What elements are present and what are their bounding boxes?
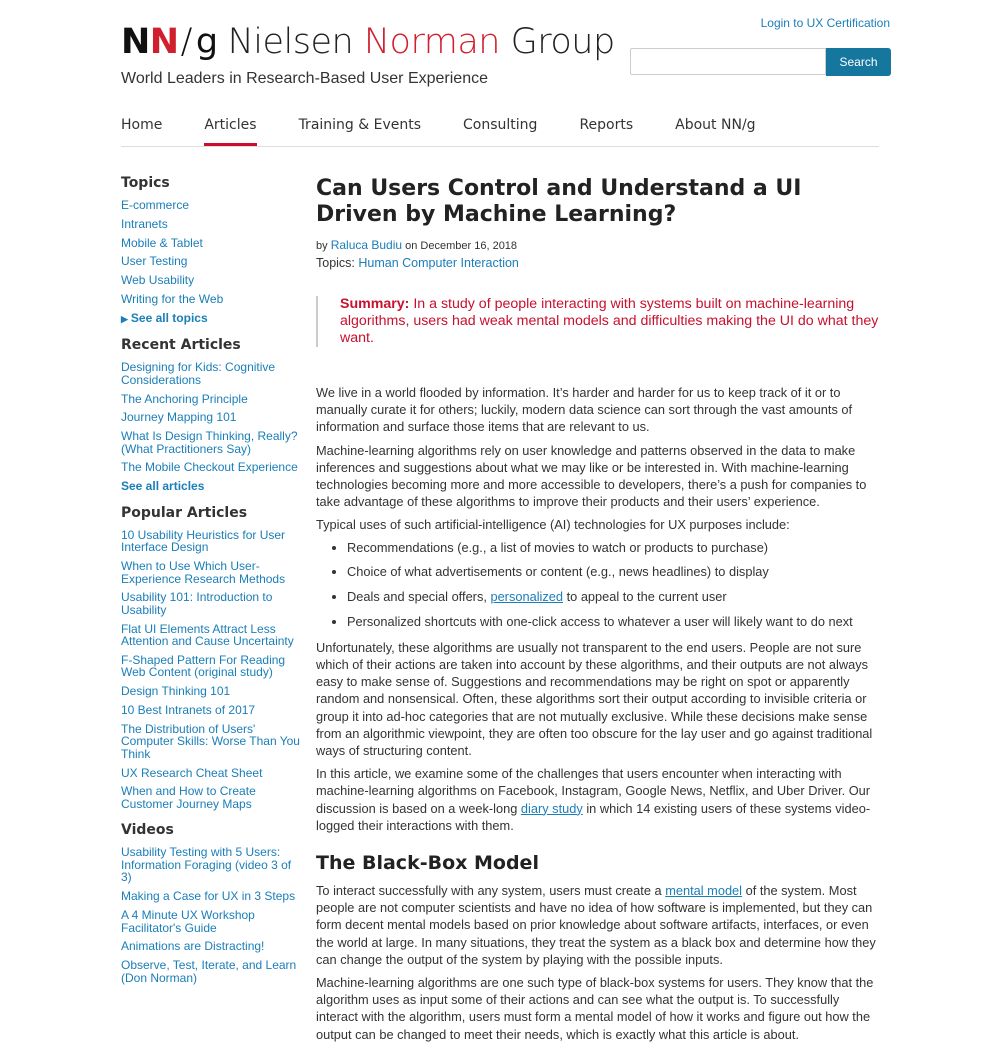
topic-link[interactable]: Human Computer Interaction	[358, 256, 519, 270]
list-item[interactable]: Flat UI Elements Attract Less Attention and Cause Uncertainty	[121, 621, 294, 649]
recent-articles-list	[121, 361, 301, 492]
sidebar-item-topic[interactable]: Mobile & Tablet	[121, 235, 203, 250]
caret-right-icon: ▶	[121, 313, 128, 324]
author-link[interactable]: Raluca Budiu	[330, 238, 403, 252]
list-item[interactable]: The Distribution of Users' Computer Skills: Worse Than You Think	[121, 721, 300, 761]
list-item[interactable]: When and How to Create Customer Journey Maps	[121, 784, 256, 811]
nav-item-home[interactable]: Home	[121, 117, 163, 133]
nav-item-articles[interactable]: Articles	[204, 114, 256, 146]
sidebar-item-topic[interactable]: Web Usability	[121, 273, 195, 288]
article-title: Can Users Control and Understand a UI Driven by Machine Learning?	[316, 176, 802, 227]
paragraph: Machine-learning algorithms rely on user knowledge and patterns observed in the data to make inferences and suggestions about what we may like or be interested in. With machine-learning technologies becoming more and more accessible to developers, there’s a push for companies to take advantage of these algorithms to improve their products and their users’ experience.	[316, 442, 867, 510]
paragraph: To interact successfully with any system, users must create a mental model of the system. Most people are not computer scientists and have no idea of how software is implemented, but they can form decent mental models based on prior knowledge about software artifacts, interfaces, or even the world at large. In many situations, they treat the system as a black box and determine how they can change the output of the system by playing with the possible inputs.	[316, 883, 876, 967]
nav-item-consulting[interactable]: Consulting	[463, 117, 538, 133]
list-item: • Deals and special offers, personalized to appeal to the current user	[347, 589, 881, 604]
topics-list	[121, 199, 301, 325]
list-item[interactable]: Making a Case for UX in 3 Steps	[121, 889, 296, 904]
nav-item-about[interactable]: About NN/g	[675, 117, 756, 133]
logo-name: Nielsen Norman Group	[227, 22, 615, 62]
article-summary: Summary: In a study of people interacting with systems built on machine-learning algorithms, users had weak mental models and difficulties making the UI do what they want.	[316, 296, 881, 347]
list-item[interactable]: The Anchoring Principle	[121, 391, 248, 406]
videos-list	[121, 846, 301, 984]
sidebar-item-topic[interactable]: Intranets	[121, 216, 168, 231]
list-item[interactable]: Designing for Kids: Cognitive Considerations	[121, 360, 276, 387]
paragraph: Typical uses of such artificial-intelligence (AI) technologies for UX purposes include:	[316, 517, 790, 533]
list-item[interactable]: The Mobile Checkout Experience	[121, 460, 298, 475]
see-all-articles-link[interactable]: See all articles	[121, 479, 205, 494]
list-item: • Personalized shortcuts with one-click access to whatever a user will likely want to do next	[347, 614, 881, 629]
article-topics: Topics: Human Computer Interaction	[316, 256, 519, 270]
list-item[interactable]: Journey Mapping 101	[121, 410, 237, 425]
recent-articles-heading: Recent Articles	[121, 337, 241, 354]
list-item: • Recommendations (e.g., a list of movies to watch or products to purchase)	[347, 540, 881, 555]
mental-model-link[interactable]: mental model	[665, 883, 743, 899]
article	[316, 176, 881, 1049]
topics-heading: Topics	[121, 175, 170, 191]
list-item[interactable]: 10 Usability Heuristics for User Interface Design	[121, 527, 286, 555]
byline: by Raluca Budiu on December 16, 2018	[316, 238, 518, 252]
list-item[interactable]: 10 Best Intranets of 2017	[121, 703, 256, 718]
list-item[interactable]: Animations are Distracting!	[121, 939, 265, 954]
tagline: World Leaders in Research-Based User Experience	[121, 70, 488, 87]
list-item[interactable]: When to Use Which User-Experience Research Methods	[121, 559, 286, 586]
sidebar-item-topic[interactable]: E-commerce	[121, 198, 190, 212]
popular-articles-heading: Popular Articles	[121, 504, 248, 521]
list-item[interactable]: Usability Testing with 5 Users: Information Foraging (video 3 of 3)	[121, 845, 292, 885]
diary-study-link[interactable]: diary study	[520, 800, 583, 816]
search-button[interactable]: Search	[826, 48, 891, 76]
personalized-link[interactable]: personalized	[490, 589, 564, 605]
nav-item-training-events[interactable]: Training & Events	[298, 117, 422, 133]
list-item: • Choice of what advertisements or content (e.g., news headlines) to display	[347, 564, 881, 579]
logo-nn: NN	[121, 22, 179, 62]
videos-heading: Videos	[121, 822, 174, 839]
list-item[interactable]: F-Shaped Pattern For Reading Web Content (original study)	[121, 652, 286, 680]
sidebar-item-topic[interactable]: Writing for the Web	[121, 291, 224, 306]
search-input[interactable]	[630, 48, 826, 75]
list-item[interactable]: Usability 101: Introduction to Usability	[121, 590, 273, 617]
sidebar-item-topic[interactable]: User Testing	[121, 254, 188, 269]
paragraph: In this article, we examine some of the challenges that users encounter when interacting with machine-learning algorithms on Facebook, Instagram, Google News, Netflix, and Uber Driver. Our discussion is based on a week-long diary study in which 14 existing users of these systems video-logged their interactions with them.	[316, 766, 871, 833]
popular-articles-list	[121, 529, 301, 811]
nav-item-reports[interactable]: Reports	[579, 117, 634, 133]
list-item[interactable]: Observe, Test, Iterate, and Learn (Don Norman)	[121, 958, 297, 985]
paragraph: Machine-learning algorithms are one such type of black-box systems for users. They know that the algorithm uses as input some of their actions and can see what the output is. To successfully interact with the algorithm, users must form a mental model of how it works and figure out how the output can be changed to meet their needs, which is exactly what this article is about.	[316, 975, 874, 1042]
list-item[interactable]: What Is Design Thinking, Really? (What Practitioners Say)	[121, 429, 298, 456]
list-item[interactable]: A 4 Minute UX Workshop Facilitator's Guide	[121, 908, 255, 935]
paragraph: Unfortunately, these algorithms are usually not transparent to the end users. People are not sure which of their actions are taken into account by these algorithms, and their outputs are not always easy to make sense of. Suggestions and recommendations may be right on spot or apparently random and nonsensical. Often, these algorithms sort their output according to invisible criteria or group it into ad-hoc categories that are not mutually exclusive. While these decisions make sense from an algorithmic viewpoint, they are often too obscure for the lay user and go against traditional ways of structuring content.	[316, 639, 873, 759]
list-item[interactable]: UX Research Cheat Sheet	[121, 765, 263, 780]
logo-g: g	[195, 22, 218, 62]
login-link[interactable]: Login to UX Certification	[760, 16, 890, 30]
list-item[interactable]: Design Thinking 101	[121, 684, 231, 699]
site-logo[interactable]	[121, 20, 615, 64]
section-heading: The Black-Box Model	[316, 852, 539, 875]
main-nav	[121, 114, 798, 146]
sidebar	[121, 175, 301, 996]
see-all-topics-link[interactable]: ▶ See all topics	[121, 310, 208, 325]
uses-list	[316, 540, 881, 629]
nav-divider	[121, 146, 879, 147]
paragraph: We live in a world flooded by information. It’s harder and harder for us to keep track of it or to manually curate it for others; luckily, modern data science can sort through the vast amounts of information and surface those items that are relevant to us.	[316, 385, 853, 435]
logo-slash: /	[180, 22, 192, 62]
